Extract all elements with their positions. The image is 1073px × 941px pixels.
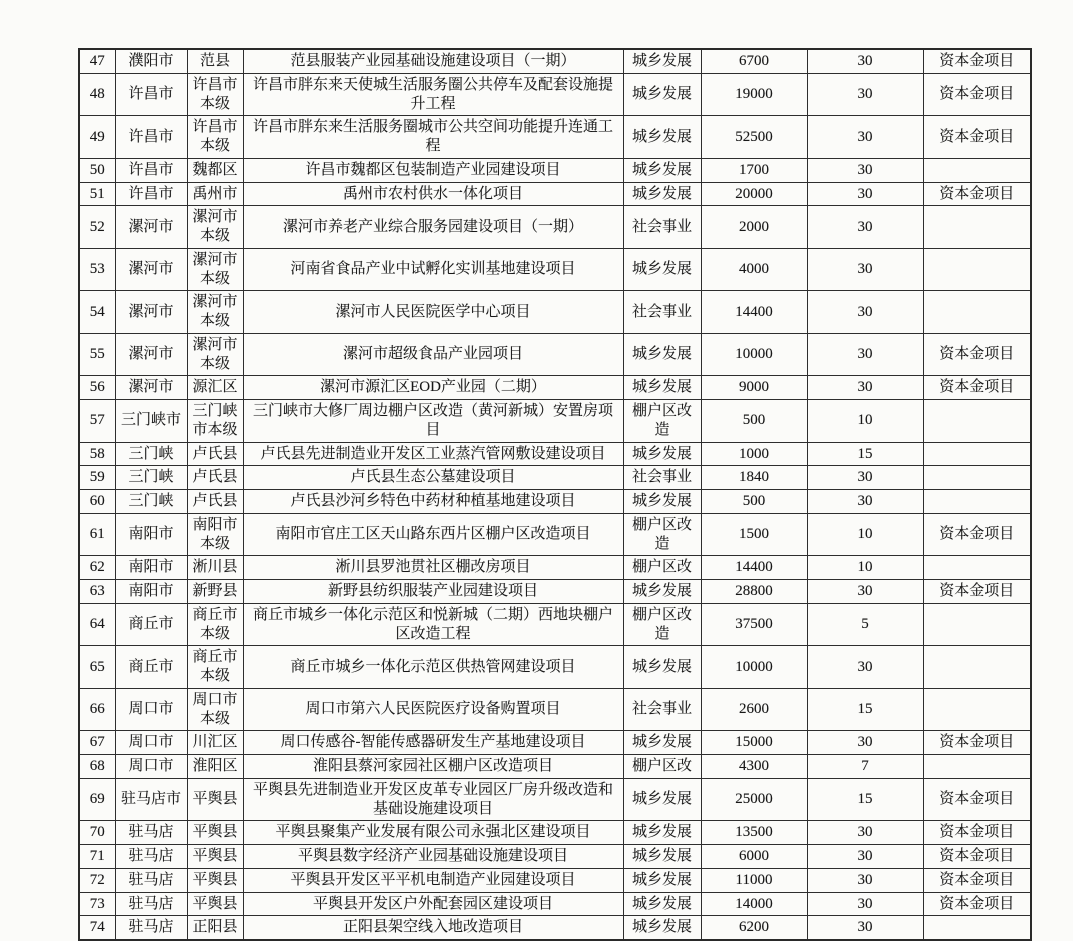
table-row: [79, 466, 1031, 490]
cell-term: 30: [807, 646, 923, 689]
cell-project-name: 淅川县罗池贯社区棚改房项目: [243, 556, 623, 580]
cell-note: 资本金项目: [923, 731, 1031, 755]
cell-city: 漯河市: [115, 248, 187, 291]
cell-category: 城乡发展: [623, 731, 701, 755]
cell-city: 南阳市: [115, 580, 187, 604]
cell-project-name: 漯河市人民医院医学中心项目: [243, 291, 623, 334]
cell-category: 城乡发展: [623, 916, 701, 940]
cell-category: 社会事业: [623, 688, 701, 731]
cell-category: 城乡发展: [623, 376, 701, 400]
cell-note: 资本金项目: [923, 845, 1031, 869]
cell-amount: 2600: [701, 688, 807, 731]
cell-term: 30: [807, 868, 923, 892]
cell-category: 城乡发展: [623, 892, 701, 916]
cell-category: 社会事业: [623, 206, 701, 249]
cell-city: 许昌市: [115, 182, 187, 206]
table-row: [79, 73, 1031, 116]
cell-note: [923, 158, 1031, 182]
cell-category: 棚户区改: [623, 556, 701, 580]
cell-project-name: 许昌市胖东来生活服务圈城市公共空间功能提升连通工程: [243, 116, 623, 159]
cell-district: 卢氏县: [187, 466, 243, 490]
cell-city: 商丘市: [115, 603, 187, 646]
table-row: [79, 291, 1031, 334]
cell-amount: 14400: [701, 556, 807, 580]
cell-district: 卢氏县: [187, 442, 243, 466]
cell-city: 漯河市: [115, 333, 187, 376]
cell-term: 30: [807, 845, 923, 869]
table-row: [79, 333, 1031, 376]
cell-city: 三门峡: [115, 442, 187, 466]
cell-note: 资本金项目: [923, 49, 1031, 73]
cell-district: 许昌市本级: [187, 73, 243, 116]
table-row: [79, 916, 1031, 940]
cell-row-number: 74: [79, 916, 115, 940]
cell-project-name: 三门峡市大修厂周边棚户区改造（黄河新城）安置房项目: [243, 400, 623, 443]
cell-district: 三门峡市本级: [187, 400, 243, 443]
cell-term: 15: [807, 442, 923, 466]
cell-note: 资本金项目: [923, 333, 1031, 376]
cell-city: 驻马店市: [115, 778, 187, 821]
cell-row-number: 51: [79, 182, 115, 206]
cell-amount: 9000: [701, 376, 807, 400]
cell-row-number: 73: [79, 892, 115, 916]
cell-city: 南阳市: [115, 556, 187, 580]
cell-amount: 25000: [701, 778, 807, 821]
cell-term: 15: [807, 688, 923, 731]
table-row: [79, 490, 1031, 514]
cell-category: 棚户区改造: [623, 603, 701, 646]
cell-row-number: 70: [79, 821, 115, 845]
cell-project-name: 正阳县架空线入地改造项目: [243, 916, 623, 940]
cell-city: 驻马店: [115, 868, 187, 892]
cell-category: 城乡发展: [623, 333, 701, 376]
cell-amount: 1840: [701, 466, 807, 490]
cell-city: 周口市: [115, 755, 187, 779]
cell-amount: 37500: [701, 603, 807, 646]
cell-term: 30: [807, 490, 923, 514]
cell-note: 资本金项目: [923, 513, 1031, 556]
cell-term: 30: [807, 916, 923, 940]
cell-district: 范县: [187, 49, 243, 73]
cell-district: 淮阳区: [187, 755, 243, 779]
cell-note: [923, 291, 1031, 334]
cell-project-name: 平舆县开发区平平机电制造产业园建设项目: [243, 868, 623, 892]
cell-category: 城乡发展: [623, 49, 701, 73]
cell-category: 城乡发展: [623, 248, 701, 291]
cell-project-name: 南阳市官庄工区天山路东西片区棚户区改造项目: [243, 513, 623, 556]
cell-district: 漯河市本级: [187, 248, 243, 291]
cell-city: 三门峡市: [115, 400, 187, 443]
table-row: [79, 400, 1031, 443]
cell-term: 10: [807, 400, 923, 443]
cell-city: 驻马店: [115, 845, 187, 869]
cell-amount: 4000: [701, 248, 807, 291]
table-row: [79, 845, 1031, 869]
cell-city: 驻马店: [115, 821, 187, 845]
cell-row-number: 58: [79, 442, 115, 466]
cell-row-number: 68: [79, 755, 115, 779]
cell-amount: 10000: [701, 333, 807, 376]
cell-city: 驻马店: [115, 892, 187, 916]
table-row: [79, 646, 1031, 689]
cell-term: 15: [807, 778, 923, 821]
cell-project-name: 漯河市养老产业综合服务园建设项目（一期）: [243, 206, 623, 249]
cell-category: 城乡发展: [623, 821, 701, 845]
cell-project-name: 周口传感谷-智能传感器研发生产基地建设项目: [243, 731, 623, 755]
table-row: [79, 49, 1031, 73]
cell-row-number: 55: [79, 333, 115, 376]
cell-term: 30: [807, 821, 923, 845]
cell-note: 资本金项目: [923, 821, 1031, 845]
cell-project-name: 周口市第六人民医院医疗设备购置项目: [243, 688, 623, 731]
cell-row-number: 67: [79, 731, 115, 755]
cell-city: 周口市: [115, 731, 187, 755]
cell-row-number: 59: [79, 466, 115, 490]
table-row: [79, 442, 1031, 466]
cell-category: 社会事业: [623, 291, 701, 334]
cell-city: 三门峡: [115, 490, 187, 514]
cell-category: 城乡发展: [623, 646, 701, 689]
table-row: [79, 688, 1031, 731]
cell-city: 濮阳市: [115, 49, 187, 73]
cell-category: 棚户区改造: [623, 513, 701, 556]
cell-note: 资本金项目: [923, 73, 1031, 116]
table-row: [79, 892, 1031, 916]
cell-district: 商丘市本级: [187, 603, 243, 646]
table-row: [79, 182, 1031, 206]
cell-district: 源汇区: [187, 376, 243, 400]
cell-city: 许昌市: [115, 158, 187, 182]
cell-row-number: 48: [79, 73, 115, 116]
cell-district: 新野县: [187, 580, 243, 604]
cell-amount: 1700: [701, 158, 807, 182]
cell-category: 城乡发展: [623, 73, 701, 116]
cell-row-number: 52: [79, 206, 115, 249]
cell-term: 30: [807, 49, 923, 73]
cell-district: 淅川县: [187, 556, 243, 580]
table-row: [79, 778, 1031, 821]
table-row: [79, 731, 1031, 755]
cell-project-name: 许昌市魏都区包装制造产业园建设项目: [243, 158, 623, 182]
cell-district: 魏都区: [187, 158, 243, 182]
cell-row-number: 62: [79, 556, 115, 580]
cell-term: 10: [807, 556, 923, 580]
cell-district: 周口市本级: [187, 688, 243, 731]
cell-term: 30: [807, 291, 923, 334]
cell-amount: 20000: [701, 182, 807, 206]
cell-city: 漯河市: [115, 206, 187, 249]
cell-amount: 6000: [701, 845, 807, 869]
cell-term: 30: [807, 116, 923, 159]
cell-amount: 6200: [701, 916, 807, 940]
table-row: [79, 556, 1031, 580]
cell-district: 漯河市本级: [187, 291, 243, 334]
table-row: [79, 116, 1031, 159]
cell-note: 资本金项目: [923, 376, 1031, 400]
cell-amount: 6700: [701, 49, 807, 73]
cell-district: 平舆县: [187, 892, 243, 916]
table-row: [79, 513, 1031, 556]
cell-note: 资本金项目: [923, 778, 1031, 821]
cell-term: 30: [807, 158, 923, 182]
cell-amount: 500: [701, 490, 807, 514]
cell-amount: 10000: [701, 646, 807, 689]
cell-note: 资本金项目: [923, 580, 1031, 604]
cell-note: 资本金项目: [923, 182, 1031, 206]
cell-amount: 4300: [701, 755, 807, 779]
cell-note: [923, 556, 1031, 580]
cell-district: 平舆县: [187, 845, 243, 869]
cell-amount: 14000: [701, 892, 807, 916]
cell-row-number: 64: [79, 603, 115, 646]
cell-project-name: 卢氏县先进制造业开发区工业蒸汽管网敷设建设项目: [243, 442, 623, 466]
projects-table: [78, 48, 1032, 941]
cell-note: [923, 755, 1031, 779]
cell-row-number: 53: [79, 248, 115, 291]
cell-district: 川汇区: [187, 731, 243, 755]
cell-row-number: 49: [79, 116, 115, 159]
cell-district: 卢氏县: [187, 490, 243, 514]
cell-district: 正阳县: [187, 916, 243, 940]
projects-table-body: [79, 49, 1031, 940]
cell-category: 城乡发展: [623, 158, 701, 182]
cell-row-number: 71: [79, 845, 115, 869]
cell-project-name: 商丘市城乡一体化示范区和悦新城（二期）西地块棚户区改造工程: [243, 603, 623, 646]
cell-row-number: 72: [79, 868, 115, 892]
table-row: [79, 376, 1031, 400]
cell-row-number: 56: [79, 376, 115, 400]
cell-amount: 15000: [701, 731, 807, 755]
cell-category: 棚户区改造: [623, 400, 701, 443]
cell-city: 驻马店: [115, 916, 187, 940]
cell-category: 棚户区改: [623, 755, 701, 779]
cell-amount: 13500: [701, 821, 807, 845]
cell-row-number: 50: [79, 158, 115, 182]
cell-term: 30: [807, 731, 923, 755]
cell-district: 漯河市本级: [187, 206, 243, 249]
cell-district: 商丘市本级: [187, 646, 243, 689]
cell-amount: 1500: [701, 513, 807, 556]
cell-city: 漯河市: [115, 291, 187, 334]
cell-row-number: 60: [79, 490, 115, 514]
cell-category: 城乡发展: [623, 442, 701, 466]
cell-note: [923, 206, 1031, 249]
cell-amount: 52500: [701, 116, 807, 159]
cell-project-name: 平舆县开发区户外配套园区建设项目: [243, 892, 623, 916]
cell-project-name: 范县服装产业园基础设施建设项目（一期）: [243, 49, 623, 73]
cell-project-name: 漯河市超级食品产业园项目: [243, 333, 623, 376]
cell-city: 周口市: [115, 688, 187, 731]
cell-project-name: 禹州市农村供水一体化项目: [243, 182, 623, 206]
cell-note: 资本金项目: [923, 116, 1031, 159]
cell-city: 三门峡: [115, 466, 187, 490]
cell-note: [923, 400, 1031, 443]
cell-district: 许昌市本级: [187, 116, 243, 159]
cell-category: 城乡发展: [623, 845, 701, 869]
table-row: [79, 755, 1031, 779]
cell-category: 社会事业: [623, 466, 701, 490]
cell-term: 7: [807, 755, 923, 779]
cell-district: 平舆县: [187, 868, 243, 892]
cell-note: 资本金项目: [923, 892, 1031, 916]
cell-district: 南阳市本级: [187, 513, 243, 556]
cell-row-number: 54: [79, 291, 115, 334]
cell-amount: 28800: [701, 580, 807, 604]
cell-row-number: 63: [79, 580, 115, 604]
cell-term: 30: [807, 376, 923, 400]
cell-term: 30: [807, 466, 923, 490]
cell-amount: 19000: [701, 73, 807, 116]
cell-amount: 14400: [701, 291, 807, 334]
cell-row-number: 61: [79, 513, 115, 556]
cell-project-name: 平舆县聚集产业发展有限公司永强北区建设项目: [243, 821, 623, 845]
cell-note: [923, 248, 1031, 291]
cell-city: 商丘市: [115, 646, 187, 689]
cell-district: 禹州市: [187, 182, 243, 206]
cell-row-number: 65: [79, 646, 115, 689]
cell-row-number: 57: [79, 400, 115, 443]
cell-project-name: 卢氏县沙河乡特色中药材种植基地建设项目: [243, 490, 623, 514]
cell-note: [923, 646, 1031, 689]
table-row: [79, 580, 1031, 604]
cell-project-name: 平舆县先进制造业开发区皮革专业园区厂房升级改造和基础设施建设项目: [243, 778, 623, 821]
cell-category: 城乡发展: [623, 116, 701, 159]
cell-term: 30: [807, 580, 923, 604]
cell-row-number: 69: [79, 778, 115, 821]
cell-city: 许昌市: [115, 116, 187, 159]
cell-project-name: 商丘市城乡一体化示范区供热管网建设项目: [243, 646, 623, 689]
cell-category: 城乡发展: [623, 182, 701, 206]
cell-amount: 1000: [701, 442, 807, 466]
table-row: [79, 603, 1031, 646]
cell-row-number: 66: [79, 688, 115, 731]
cell-amount: 11000: [701, 868, 807, 892]
cell-category: 城乡发展: [623, 490, 701, 514]
cell-note: [923, 688, 1031, 731]
cell-note: [923, 490, 1031, 514]
cell-district: 平舆县: [187, 821, 243, 845]
cell-term: 10: [807, 513, 923, 556]
table-row: [79, 821, 1031, 845]
cell-project-name: 河南省食品产业中试孵化实训基地建设项目: [243, 248, 623, 291]
cell-project-name: 新野县纺织服装产业园建设项目: [243, 580, 623, 604]
cell-city: 许昌市: [115, 73, 187, 116]
cell-term: 30: [807, 206, 923, 249]
cell-amount: 500: [701, 400, 807, 443]
cell-note: [923, 603, 1031, 646]
cell-amount: 2000: [701, 206, 807, 249]
cell-city: 漯河市: [115, 376, 187, 400]
cell-term: 30: [807, 333, 923, 376]
cell-category: 城乡发展: [623, 778, 701, 821]
table-row: [79, 206, 1031, 249]
cell-project-name: 漯河市源汇区EOD产业园（二期）: [243, 376, 623, 400]
cell-district: 平舆县: [187, 778, 243, 821]
cell-district: 漯河市本级: [187, 333, 243, 376]
cell-project-name: 淮阳县蔡河家园社区棚户区改造项目: [243, 755, 623, 779]
table-row: [79, 248, 1031, 291]
cell-note: [923, 442, 1031, 466]
cell-category: 城乡发展: [623, 580, 701, 604]
cell-note: [923, 916, 1031, 940]
cell-term: 5: [807, 603, 923, 646]
table-row: [79, 158, 1031, 182]
cell-note: [923, 466, 1031, 490]
cell-term: 30: [807, 73, 923, 116]
table-row: [79, 868, 1031, 892]
cell-category: 城乡发展: [623, 868, 701, 892]
cell-row-number: 47: [79, 49, 115, 73]
cell-city: 南阳市: [115, 513, 187, 556]
cell-project-name: 平舆县数字经济产业园基础设施建设项目: [243, 845, 623, 869]
cell-term: 30: [807, 182, 923, 206]
cell-project-name: 卢氏县生态公墓建设项目: [243, 466, 623, 490]
cell-term: 30: [807, 892, 923, 916]
cell-note: 资本金项目: [923, 868, 1031, 892]
cell-term: 30: [807, 248, 923, 291]
cell-project-name: 许昌市胖东来天使城生活服务圈公共停车及配套设施提升工程: [243, 73, 623, 116]
